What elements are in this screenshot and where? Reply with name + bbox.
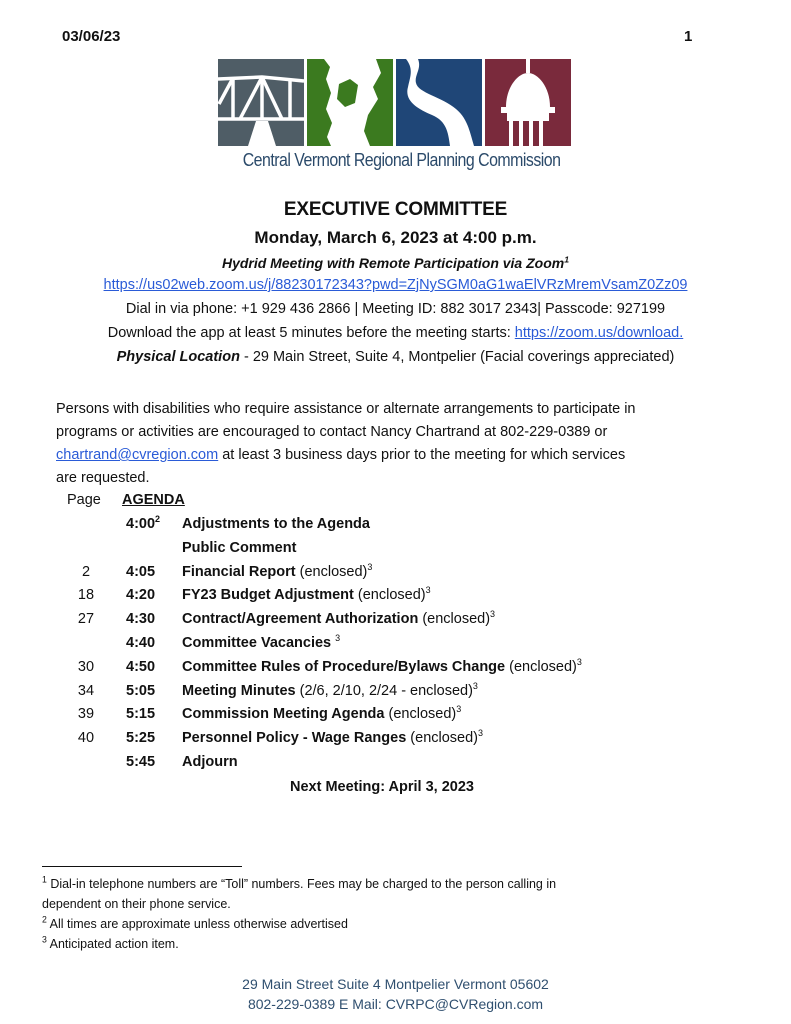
accessibility-line-4: are requested. bbox=[56, 470, 150, 486]
footnote-3-text: Anticipated action item. bbox=[46, 936, 179, 951]
agenda-item bbox=[0, 540, 791, 563]
footnote-mark-2: 2 bbox=[42, 914, 47, 925]
agenda-item-time bbox=[126, 587, 155, 603]
accessibility-line-3-rest: at least 3 business days prior to the meeting for which services bbox=[218, 447, 626, 463]
agenda-item-time-text: 4:05 bbox=[126, 563, 156, 580]
footnote-ref-3: 3 bbox=[456, 704, 462, 715]
footnote-mark-1: 1 bbox=[42, 874, 47, 885]
agenda-item-title: Personnel Policy - Wage Ranges bbox=[182, 730, 407, 747]
page-number: 1 bbox=[684, 28, 693, 45]
agenda-item bbox=[0, 635, 791, 658]
zoom-download-link[interactable]: https://zoom.us/download. bbox=[514, 325, 684, 341]
vermont-map-panel-icon bbox=[307, 59, 393, 146]
agenda-item bbox=[0, 754, 791, 777]
hybrid-text: Hydrid Meeting with Remote Participation via Zoom bbox=[221, 255, 565, 271]
agenda-item-description bbox=[182, 730, 483, 746]
footer-address: 29 Main Street Suite 4 Montpelier Vermont 05602 bbox=[242, 976, 549, 992]
footnote-ref-3: 3 bbox=[367, 561, 373, 572]
river-panel-icon bbox=[396, 59, 482, 146]
agenda-title: AGENDA bbox=[122, 492, 185, 508]
agenda-item-description bbox=[182, 635, 340, 651]
agenda-header bbox=[0, 492, 791, 515]
agenda-item-page: 27 bbox=[77, 611, 95, 628]
agenda-item-time bbox=[126, 706, 155, 722]
contact-email-link[interactable]: chartrand@cvregion.com bbox=[56, 447, 219, 463]
agenda-item bbox=[0, 587, 791, 610]
dial-in-label: Dial in via phone: +1 929 436 2866 | Meeting ID: bbox=[125, 301, 441, 317]
passcode: 927199 bbox=[616, 301, 666, 317]
agenda-item-time-text: 4:40 bbox=[126, 635, 156, 651]
agenda-item-detail: (enclosed) bbox=[418, 611, 491, 628]
agenda-item-page: 34 bbox=[77, 682, 95, 699]
cvrpc-logo bbox=[218, 59, 571, 146]
agenda-item-time-text: 5:45 bbox=[126, 754, 156, 770]
footnote-1-continued bbox=[42, 896, 231, 911]
agenda-item-description bbox=[182, 680, 478, 699]
physical-location-line bbox=[0, 349, 791, 365]
hybrid-meeting-note bbox=[0, 255, 791, 271]
bridge-panel-icon bbox=[218, 59, 304, 146]
capitol-panel-icon bbox=[485, 59, 571, 146]
agenda-item-description bbox=[182, 587, 431, 603]
footnote-ref-1: 1 bbox=[564, 254, 570, 265]
agenda-item bbox=[0, 730, 791, 753]
agenda-item-title: Commission Meeting Agenda bbox=[182, 706, 385, 723]
agenda-item bbox=[0, 680, 791, 706]
footnote-mark-3: 3 bbox=[42, 934, 47, 945]
agenda-item-detail: (enclosed) bbox=[295, 563, 368, 580]
agenda-item-time-text: 4:20 bbox=[126, 587, 156, 604]
agenda-item-time bbox=[126, 730, 155, 746]
agenda-item-title: Committee Rules of Procedure/Bylaws Change bbox=[182, 658, 506, 675]
zoom-meeting-link[interactable]: https://us02web.zoom.us/j/88230172343?pwd=ZjNySGM0aG1waElVRzMremVsamZ0Zz09 bbox=[103, 277, 688, 293]
agenda-item-time-text: 4:00 bbox=[126, 516, 156, 532]
physical-location-text: - 29 Main Street, Suite 4, Montpelier (Facial coverings appreciated) bbox=[239, 349, 675, 365]
agenda-item-time-text: 5:15 bbox=[126, 706, 156, 723]
agenda-item bbox=[0, 516, 791, 539]
agenda-item bbox=[0, 706, 791, 729]
agenda-item-description bbox=[182, 540, 296, 556]
footnote-1-text-continued: dependent on their phone service. bbox=[42, 896, 231, 911]
accessibility-line-1: Persons with disabilities who require assistance or alternate arrangements to participate in bbox=[56, 401, 636, 417]
dial-in-line bbox=[0, 301, 791, 317]
passcode-label: | Passcode: bbox=[537, 301, 617, 317]
physical-location-label: Physical Location bbox=[116, 349, 240, 365]
agenda-item-title: Adjustments to the Agenda bbox=[182, 516, 370, 532]
agenda-item-title: Committee Vacancies bbox=[182, 635, 336, 651]
footer-contact: 802-229-0389 E Mail: CVRPC@CVRegion.com bbox=[247, 996, 544, 1012]
footnote-ref-3: 3 bbox=[425, 585, 431, 596]
agenda-item-title: Financial Report bbox=[182, 563, 296, 580]
agenda-item-page: 2 bbox=[81, 563, 91, 580]
agenda-item-page: 18 bbox=[77, 587, 95, 604]
agenda-item-detail: (enclosed) bbox=[505, 658, 577, 675]
agenda-item-time-text: 5:05 bbox=[126, 682, 156, 699]
meeting-datetime: Monday, March 6, 2023 at 4:00 p.m. bbox=[254, 228, 537, 247]
accessibility-paragraph bbox=[56, 398, 746, 490]
agenda-item-title: Contract/Agreement Authorization bbox=[182, 611, 419, 628]
agenda-item bbox=[0, 611, 791, 634]
agenda-item-detail: (2/6, 2/10, 2/24 - enclosed) bbox=[295, 682, 473, 699]
agenda-item-title: FY23 Budget Adjustment bbox=[182, 587, 354, 604]
footnote-1 bbox=[42, 876, 556, 891]
agenda-item-page: 39 bbox=[77, 706, 95, 723]
download-text: Download the app at least 5 minutes before the meeting starts: bbox=[107, 325, 515, 341]
footnote-ref-3: 3 bbox=[335, 633, 341, 644]
agenda-item-page: 30 bbox=[77, 658, 95, 675]
agenda-item-detail: (enclosed) bbox=[406, 730, 479, 747]
footnote-2-text: All times are approximate unless otherwise advertised bbox=[46, 916, 348, 931]
agenda-item-time bbox=[126, 516, 160, 532]
agenda-item-description bbox=[182, 754, 238, 770]
footnote-divider bbox=[42, 866, 242, 867]
meeting-title: EXECUTIVE COMMITTEE bbox=[283, 199, 508, 220]
footnote-ref-3: 3 bbox=[576, 656, 582, 667]
agenda-item bbox=[0, 561, 791, 587]
agenda-item bbox=[0, 656, 791, 682]
agenda-page-header: Page bbox=[67, 492, 101, 508]
agenda-item-time bbox=[126, 683, 155, 699]
agenda-item-page: 40 bbox=[77, 730, 95, 747]
agenda-item-description bbox=[182, 706, 461, 722]
agenda-item-description bbox=[182, 516, 370, 532]
agenda-item-time bbox=[126, 754, 155, 770]
agenda-item-title: Adjourn bbox=[182, 754, 238, 770]
agenda-item-title: Public Comment bbox=[182, 539, 297, 556]
accessibility-line-2: programs or activities are encouraged to contact Nancy Chartrand at 802-229-0389 or bbox=[56, 424, 608, 440]
agenda-item-time bbox=[126, 564, 155, 580]
footnote-ref-3: 3 bbox=[472, 680, 478, 691]
footnote-1-text: Dial-in telephone numbers are “Toll” numbers. Fees may be charged to the person calling in bbox=[46, 876, 557, 891]
footnote-ref-2: 2 bbox=[155, 514, 161, 525]
agenda-item-detail: (enclosed) bbox=[384, 706, 457, 723]
agenda-item-detail: (enclosed) bbox=[353, 587, 426, 604]
logo-text: Central Vermont Regional Planning Commission bbox=[242, 149, 561, 170]
agenda-item-time-text: 4:30 bbox=[126, 611, 156, 628]
agenda-item-description bbox=[182, 656, 582, 675]
accessibility-line-3 bbox=[56, 444, 746, 467]
agenda-item-time bbox=[126, 611, 155, 627]
zoom-link-line bbox=[0, 277, 791, 293]
agenda-item-description bbox=[182, 561, 373, 580]
footnote-2 bbox=[42, 916, 348, 931]
agenda-item-time-text: 4:50 bbox=[126, 658, 156, 675]
document-date: 03/06/23 bbox=[62, 28, 121, 45]
download-line bbox=[0, 325, 791, 341]
footnote-ref-3: 3 bbox=[478, 728, 484, 739]
meeting-id: 882 3017 2343 bbox=[440, 301, 538, 317]
agenda-item-time-text: 5:25 bbox=[126, 730, 156, 747]
agenda-item-time bbox=[126, 635, 155, 651]
agenda-item-time bbox=[126, 659, 155, 675]
footnote-3 bbox=[42, 936, 179, 951]
agenda-item-description bbox=[182, 611, 495, 627]
next-meeting: Next Meeting: April 3, 2023 bbox=[290, 779, 474, 795]
footnote-ref-3: 3 bbox=[490, 609, 496, 620]
agenda-item-title: Meeting Minutes bbox=[182, 682, 296, 699]
